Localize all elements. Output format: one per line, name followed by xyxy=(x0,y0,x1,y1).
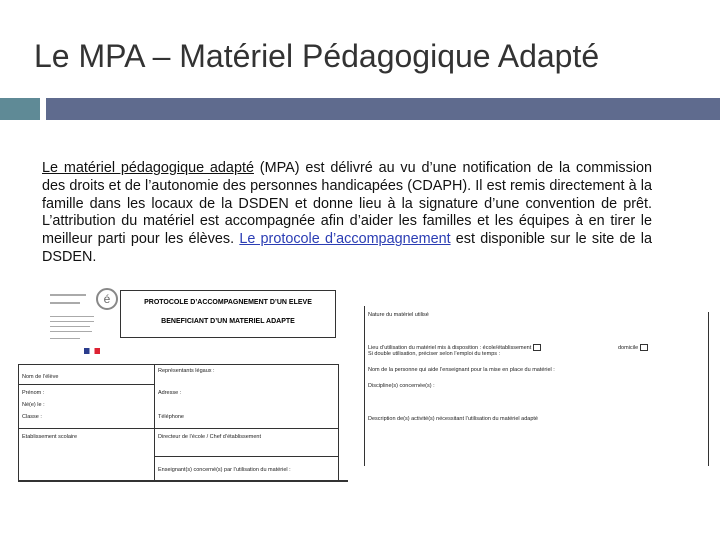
protocol-form-page-2 xyxy=(364,306,710,468)
form-header-box xyxy=(120,290,336,338)
title-underline-accent xyxy=(0,98,40,120)
student-name-label: Nom de l’élève xyxy=(22,374,59,380)
paragraph-body: (MPA) est délivré au vu d’une notification de la commission des droits et de l’autonomie des personnes handicapées (CDAPH). Il est remis directement à la famille dans les locaux de la DSDEN et donne lieu à la signature d’une convention de prêt. L’attribution du matériel est accompagnée afin d’aider les familles et les équipes à en tirer le meilleur parti pour les élèves. xyxy=(42,160,652,248)
director-label: Directeur de l’école / Chef d’établissement xyxy=(158,434,262,440)
teachers-label: Enseignant(s) concerné(s) par l’utilisation du matériel : xyxy=(158,467,291,473)
phone-label: Téléphone xyxy=(158,414,184,420)
school-checkbox[interactable] xyxy=(533,344,541,351)
academy-logo xyxy=(44,284,124,356)
usage-location-label: Lieu d’utilisation du matériel mis à disposition : école/établissement xyxy=(368,344,541,351)
form-header-line2: BENEFICIANT D’UN MATERIEL ADAPTE xyxy=(161,318,295,325)
home-usage-label: domicile xyxy=(618,344,648,351)
assistant-name-label: Nom de la personne qui aide l’enseignant pour la mise en place du matériel : xyxy=(368,367,555,373)
protocol-form-page-1 xyxy=(18,280,348,485)
description-paragraph xyxy=(42,160,652,267)
title-underline-bar xyxy=(46,98,720,120)
protocol-link[interactable]: Le protocole d’accompagnement xyxy=(239,231,451,248)
class-label: Classe : xyxy=(22,414,42,420)
slide-title: Le MPA – Matériel Pédagogique Adapté xyxy=(34,38,600,74)
lead-phrase: Le matériel pédagogique adapté xyxy=(42,160,254,176)
activities-description-label: Description de(s) activité(s) nécessitant l’utilisation du matériel adapté xyxy=(368,416,538,422)
french-flag-icon xyxy=(84,348,100,354)
disciplines-label: Discipline(s) concernée(s) : xyxy=(368,383,435,389)
school-label: Etablissement scolaire xyxy=(22,434,78,440)
paragraph-tail: est disponible sur le site de la DSDEN. xyxy=(42,231,652,265)
home-checkbox[interactable] xyxy=(640,344,648,351)
address-label: Adresse : xyxy=(158,390,182,396)
logo-mark-icon: é xyxy=(96,288,118,310)
double-usage-label: Si double utilisation, préciser selon l’emploi du temps : xyxy=(368,351,501,357)
first-name-label: Prénom : xyxy=(22,390,45,396)
legal-representatives-label: Représentants légaux : xyxy=(158,368,215,374)
form-header-line1: PROTOCOLE D’ACCOMPAGNEMENT D’UN ELEVE xyxy=(144,299,312,306)
material-nature-label: Nature du matériel utilisé xyxy=(368,312,429,318)
birth-date-label: Né(e) le : xyxy=(22,402,45,408)
